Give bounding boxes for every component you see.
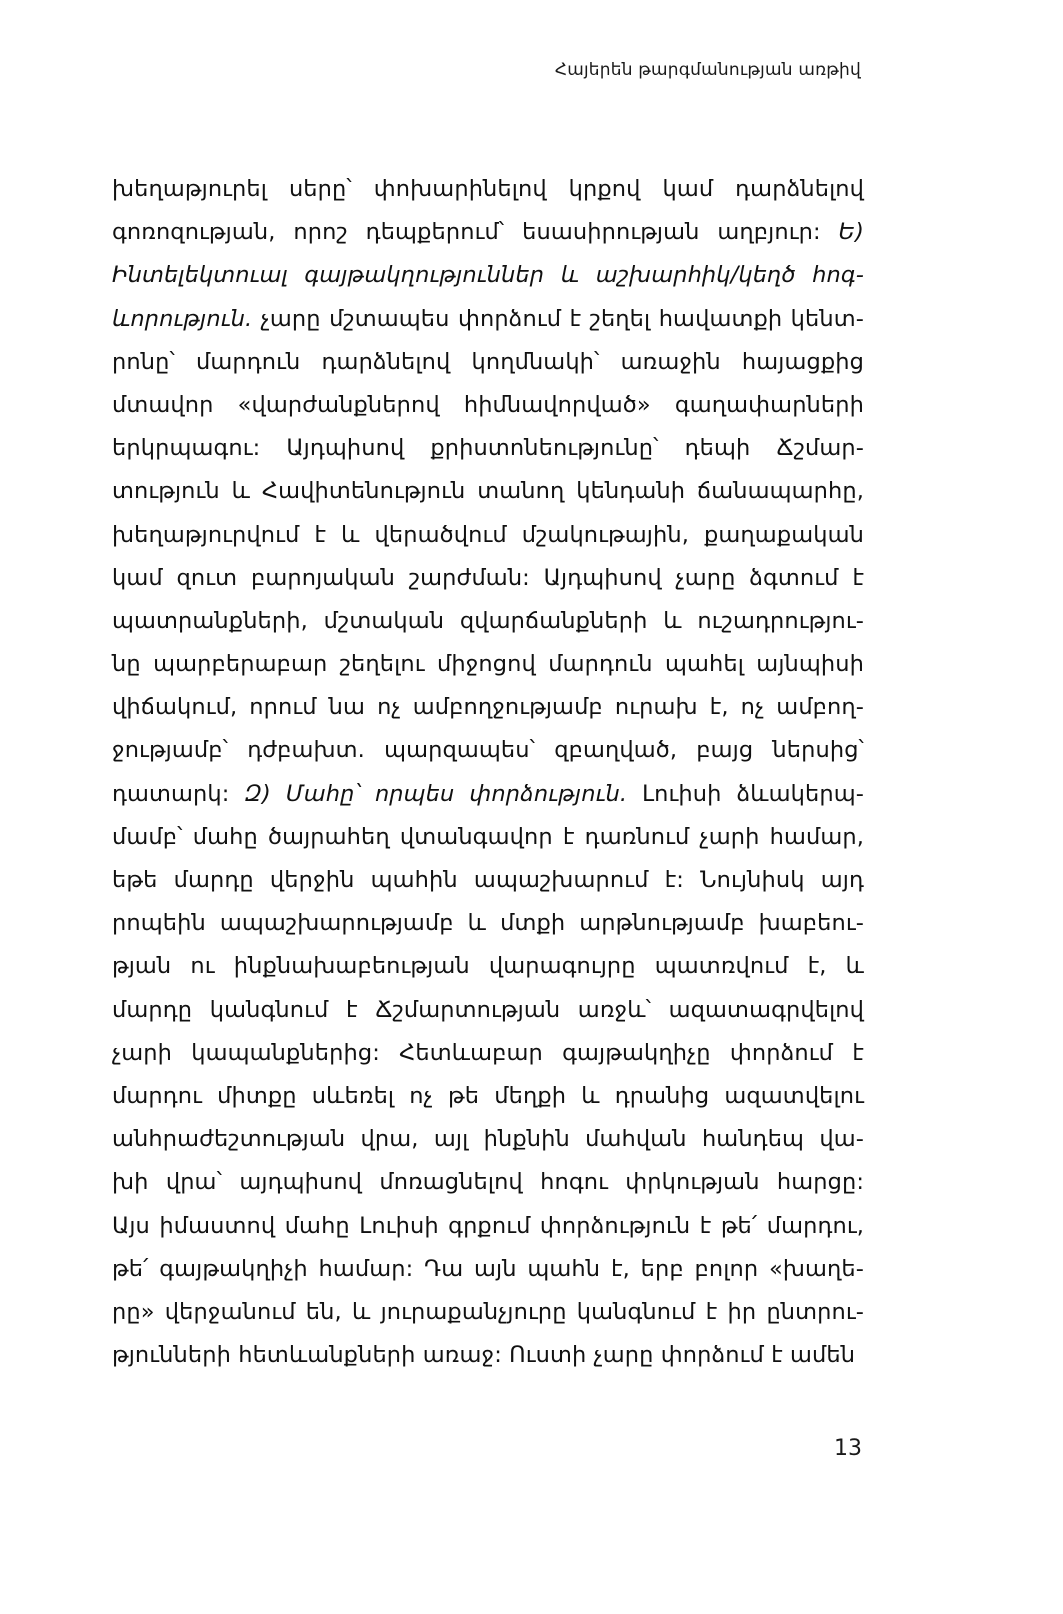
text-run: գոռոզության, որոշ դեպքերում՝ եսասիրության աղբյուր: xyxy=(112,219,839,246)
text-run: թե՛ գայթակղիչի համար: Դա այն պահն է, երբ բոլոր «խաղե- xyxy=(112,1255,864,1282)
page-number: 13 xyxy=(834,1436,862,1461)
text-run: տություն և Հավիտենություն տանող կենդանի ճանապարհը, xyxy=(112,478,864,505)
text-line xyxy=(112,989,864,1032)
text-line xyxy=(112,945,864,988)
text-run: դատարկ: xyxy=(112,780,245,807)
text-run: մարդը կանգնում է Ճշմարտության առջև՝ ազատագրվելով xyxy=(112,996,864,1023)
text-line xyxy=(112,470,864,513)
text-run: Լուիսի ձևակերպ- xyxy=(627,780,864,807)
text-run: նը պարբերաբար շեղելու միջոցով մարդուն պահել այնպիսի xyxy=(112,651,864,678)
text-line xyxy=(112,686,864,729)
text-run: երկրպագու: Այդպիսով քրիստոնեությունը՝ դեպի Ճշմար- xyxy=(112,435,864,462)
body-text xyxy=(112,168,864,1377)
text-run: խեղաթյուրվում է և վերածվում մշակութային, քաղաքական xyxy=(112,521,864,548)
running-header: Հայերեն թարգմանության առթիվ xyxy=(554,60,861,80)
text-run: մտավոր «վարժանքներով հիմնավորված» գաղափարների xyxy=(112,391,864,418)
text-line xyxy=(112,1075,864,1118)
text-run: չարի կապանքներից: Հետևաբար գայթակղիչը փորձում է xyxy=(112,1039,864,1066)
text-line xyxy=(112,1334,864,1377)
text-run: թյան ու ինքնախաբեության վարագույրը պատռվում է, և xyxy=(112,953,864,980)
text-line xyxy=(112,298,864,341)
text-line xyxy=(112,1032,864,1075)
italic-text: ևորություն. xyxy=(112,305,253,332)
text-line xyxy=(112,902,864,945)
text-run: պատրանքների, մշտական զվարճանքների և ուշադրությու- xyxy=(112,607,864,634)
italic-text: Ինտելեկտուալ գայթակղություններ և աշխարհիկ/կեղծ հոգ- xyxy=(112,262,864,289)
text-run: րը» վերջանում են, և յուրաքանչյուրը կանգնում է իր ընտրու- xyxy=(112,1298,864,1325)
italic-text: Զ) Մահը՝ որպես փորձություն. xyxy=(244,780,628,807)
text-line xyxy=(112,427,864,470)
text-run: մարդու միտքը սևեռել ոչ թե մեղքի և դրանից ազատվելու xyxy=(112,1082,864,1109)
text-line xyxy=(112,1291,864,1334)
text-run: թյունների հետևանքների առաջ: Ուստի չարը փորձում է ամեն xyxy=(112,1342,856,1369)
text-line xyxy=(112,168,864,211)
text-line xyxy=(112,1205,864,1248)
text-line xyxy=(112,514,864,557)
text-line xyxy=(112,600,864,643)
text-run: անհրաժեշտության վրա, այլ ինքնին մահվան հանդեպ վա- xyxy=(112,1126,864,1153)
text-line xyxy=(112,341,864,384)
text-line xyxy=(112,384,864,427)
text-line xyxy=(112,643,864,686)
text-run: րոպեին ապաշխարությամբ և մտքի արթնությամբ խաբեու- xyxy=(112,910,864,937)
text-line xyxy=(112,211,864,254)
text-line xyxy=(112,1118,864,1161)
text-line xyxy=(112,729,864,772)
text-line xyxy=(112,859,864,902)
text-run: Այս իմաստով մահը Լուիսի գրքում փորձություն է թե՛ մարդու, xyxy=(112,1212,864,1239)
text-line xyxy=(112,773,864,816)
italic-text: Ե) xyxy=(838,219,864,246)
text-line xyxy=(112,557,864,600)
text-run: կամ զուտ բարոյական շարժման: Այդպիսով չարը ձգտում է xyxy=(112,564,864,591)
text-run: ջությամբ՝ դժբախտ. պարզապես՝ զբաղված, բայց ներսից՝ xyxy=(112,737,864,764)
text-run: խի վրա՝ այդպիսով մոռացնելով հոգու փրկության հարցը: xyxy=(112,1169,864,1196)
text-line xyxy=(112,816,864,859)
text-run: րոնը՝ մարդուն դարձնելով կողմնակի՝ առաջին հայացքից xyxy=(112,348,864,375)
text-run: չարը մշտապես փորձում է շեղել հավատքի կենտ- xyxy=(252,305,864,332)
text-run: մամբ՝ մահը ծայրահեղ վտանգավոր է դառնում չարի համար, xyxy=(112,823,864,850)
text-run: վիճակում, որում նա ոչ ամբողջությամբ ուրախ է, ոչ ամբող- xyxy=(112,694,864,721)
text-run: խեղաթյուրել սերը՝ փոխարինելով կրքով կամ դարձնելով xyxy=(112,176,864,202)
text-run: եթե մարդը վերջին պահին ապաշխարում է: Նույնիսկ այդ xyxy=(112,867,864,893)
text-line xyxy=(112,1248,864,1291)
text-line xyxy=(112,1161,864,1204)
text-line xyxy=(112,254,864,297)
